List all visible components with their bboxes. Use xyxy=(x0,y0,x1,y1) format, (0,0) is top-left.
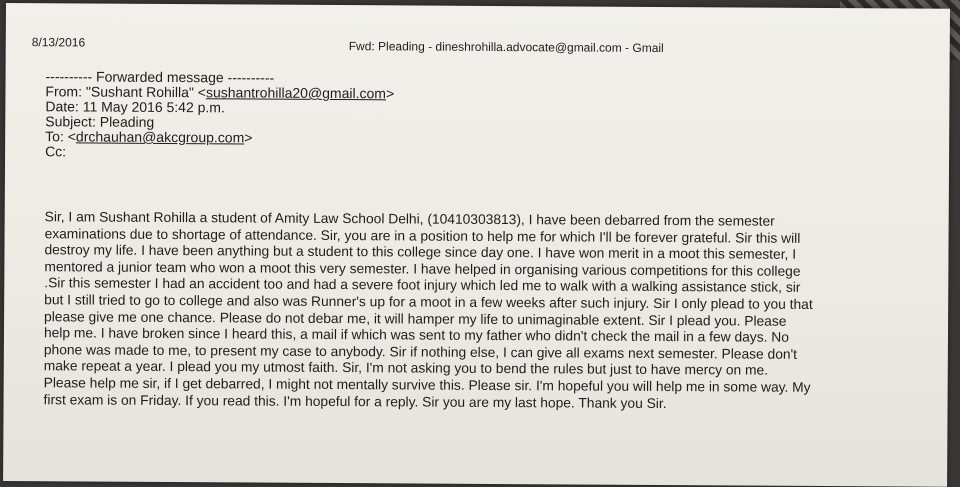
body-line: .Sir this semester I had an accident too and had a severe foot injury which led me to walk with a walking assistance stick, sir xyxy=(44,275,801,296)
from-email-close: > xyxy=(385,85,395,102)
body-line: examinations due to shortage of attendance. Sir, you are in a position to help me for which I'll be forever grateful. Sir this will xyxy=(44,225,801,246)
from-label: From: xyxy=(45,83,83,100)
subject-label: Subject: xyxy=(45,113,96,130)
to-email-link[interactable]: drchauhan@akcgroup.com xyxy=(75,128,245,146)
body-line: make repeat a year. I plead you my utmost faith. Sir, I'm not asking you to bend the rules but just to have mercy on me. xyxy=(43,358,769,379)
date-label: Date: xyxy=(45,98,79,115)
from-name: "Sushant Rohilla" xyxy=(85,83,194,101)
subject-value: Pleading xyxy=(99,113,155,130)
body-line: Sir, I am Sushant Rohilla a student of Amity Law School Delhi, (10410303813), I have been debarred from the semester xyxy=(44,209,775,229)
body-line: phone was made to me, to present my case to anybody. Sir if nothing else, I can give all exams next semester. Please don't xyxy=(43,341,798,362)
to-line xyxy=(45,129,394,146)
to-email-open: < xyxy=(67,128,77,145)
body-line: but I still tried to go to college and also was Runner's up for a moot in a few weeks after such injury. Sir I only plead to you that xyxy=(44,292,813,312)
to-label: To: xyxy=(45,128,64,145)
body-line: help me. I have broken since I heard this, a mail if which was sent to my father who didn't check the mail in a few days. No xyxy=(43,325,789,345)
to-email-close: > xyxy=(244,129,253,146)
email-headers xyxy=(45,69,394,161)
printed-email-page xyxy=(3,3,950,487)
email-body xyxy=(44,209,913,413)
body-line: first exam is on Friday. If you read this. I'm hopeful for a reply. Sir you are my last hope. Thank you Sir. xyxy=(43,391,667,411)
forwarded-message-line: ---------- Forwarded message ---------- xyxy=(45,68,275,86)
print-date: 8/13/2016 xyxy=(31,35,86,50)
from-email-open: < xyxy=(197,84,207,101)
body-line: please give me one chance. Please do not debar me, it will hamper my life to unimaginable extent. Sir I plead you. Please xyxy=(44,308,787,329)
body-line: mentored a junior team who won a moot this very semester. I have helped in organising various competitions for this college xyxy=(44,259,801,279)
cc-line xyxy=(45,144,394,161)
from-email-link[interactable]: sushantrohilla20@gmail.com xyxy=(205,84,387,102)
cc-label: Cc: xyxy=(45,143,67,160)
body-line: Please help me sir, if I get debarred, I might not mentally survive this. Please sir. I'm hopeful you will help me in some way. My xyxy=(43,375,811,395)
date-value: 11 May 2016 5:42 p.m. xyxy=(82,98,225,116)
body-line: destroy my life. I have been anything but a student to this college since day one. I have won merit in a moot this semester, I xyxy=(44,242,797,263)
print-page-title: Fwd: Pleading - dineshrohilla.advocate@gmail.com - Gmail xyxy=(348,39,664,56)
